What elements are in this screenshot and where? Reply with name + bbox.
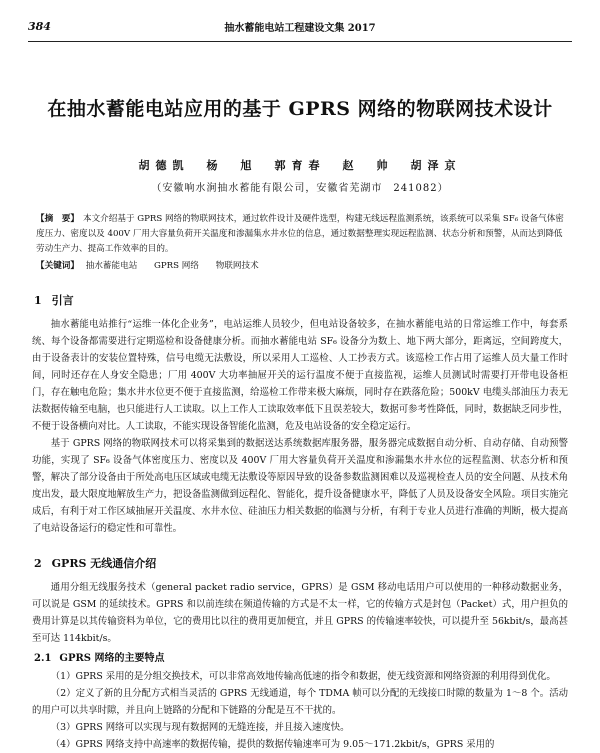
subsection-title: GPRS 网络的主要特点 [59,653,165,664]
paragraph: 抽水蓄能电站推行“运维一体化企业务”，电站运维人员较少，但电站设备较多，在抽水蓄能电站的日常运维工作中，每套系统、每个设备都需要进行定期巡检和设备健康分析。而抽水蓄能电站 SF₆ 设备分为数上、地下两大部分，距离远，空间跨度大，由于设备表计的安装位置特殊，信号电缆无法敷设，所以采用人工巡检、人工抄表方式。该巡检工作占用了运维人员大量工作时间，同时还存在人身安全隐患；厂用 400V 大功率抽屉开关的运行温度不便于直接监视，运维人员测试时需要打开带电设备柜门，存在触电危险；集水井水位更不便于直接监测，给巡检工作带来极大麻烦，同时存在跌落危险；500kV 电缆头部油压力表无法数据传输至电脑，也只能进行人工读取。以上工作人工读取效率低下且误差较大，数据可参考性降低，同时，数据缺乏同步性，不便于设备横向对比。人工读取，不能实现设备智能化监测，危及电站设备的安全稳定运行。 [32,319,568,432]
list-item: （4）GPRS 网络支持中高速率的数据传输，提供的数据传输速率可为 9.05～171.2kbit/s，GPRS 采用的 [50,739,495,750]
section-heading [34,555,572,571]
section-title: 引言 [51,294,74,307]
keywords [28,259,572,274]
list-item: （3）GPRS 网络可以实现与现有数据网的无缝连接，并且接入速度快。 [50,722,350,733]
abstract [28,212,572,257]
keyword: 抽水蓄能电站 [85,261,138,271]
keyword: 物联网技术 [215,261,259,271]
section-heading [34,292,572,308]
keywords-label: 【关键词】 [36,261,79,271]
paragraph: 通用分组无线服务技术（general packet radio service，GPRS）是 GSM 移动电话用户可以使用的一种移动数据业务，可以说是 GSM 的延续技术。GPRS 和以前连续在频道传输的方式是不太一样，它的传输方式是封包（Packet）式，用户担负的费用计算是以其传输资料为单位，它的费用比以往的费用更加便宜，并且 GPRS 的传输速率较快，可以提升至 56kbit/s，最高甚至可达 114kbit/s。 [32,582,568,644]
author-list: 胡德凯 杨 旭 郭育春 赵 帅 胡泽京 [138,159,462,172]
list-item: （1）GPRS 采用的是分组交换技术，可以非常高效地传输高低速的指令和数据，使无线资源和网络资源的利用得到优化。 [50,671,556,682]
journal-title: 抽水蓄能电站工程建设文集 2017 [224,22,376,34]
keyword: GPRS 网络 [154,261,199,271]
section-number: 1 [34,294,42,307]
section-title: GPRS 无线通信介绍 [51,557,157,570]
subsection-number: 2.1 [34,653,52,664]
paper-page [0,14,600,750]
list-item: （2）定义了新的且分配方式相当灵活的 GPRS 无线通道，每个 TDMA 帧可以分配的无线接口时隙的数量为 1～8 个。活动的用户可以共享时隙，并且向上链路的分配和下链路的分配是互不干扰的。 [32,688,568,716]
affiliation: （安徽响水涧抽水蓄能有限公司，安徽省芜湖市 241082） [151,183,449,194]
section-number: 2 [34,557,42,570]
running-header [28,14,572,42]
abstract-label: 【摘 要】 [36,214,79,224]
subsection-heading [34,649,572,664]
page-number: 384 [28,19,51,33]
paper-title: 在抽水蓄能电站应用的基于 GPRS 网络的物联网技术设计 [47,98,553,120]
abstract-text: 本文介绍基于 GPRS 网络的物联网技术，通过软件设计及硬件选型，构建无线远程监测系统，该系统可以采集 SF₆ 设备气体密度压力、密度以及 400V 厂用大容量负荷开关温度和渗漏集水井水位的信息，通过数据整理实现远程监测、状态分析和预警，从而达到降低劳动生产力、提高工作效率的目的。 [36,214,564,254]
paragraph: 基于 GPRS 网络的物联网技术可以将采集到的数据送达系统数据库服务器，服务器完成数据自动分析、自动存储、自动预警功能，实现了 SF₆ 设备气体密度压力、密度以及 400V 厂用大容量负荷开关温度和渗漏集水井水位的远程监测、状态分析和预警，解决了部分设备由于所处高电压区域或电缆无法敷设等原因导致的设备参数监测困难以及巡视检查人员的安全问题、从技术角度出发，最大限度地解放生产力，把设备监测做到远程化、智能化，提升设备健康水平，降低了人员及设备安全风险。项目实施完成后，有利于对工作区域抽屉开关温度、水井水位、硅油压力相关数据的临测与分析，有利于专业人员进行准确的判断，极大提高了电站设备运行的稳定性和可靠性。 [32,438,568,534]
feature-list [28,668,572,753]
